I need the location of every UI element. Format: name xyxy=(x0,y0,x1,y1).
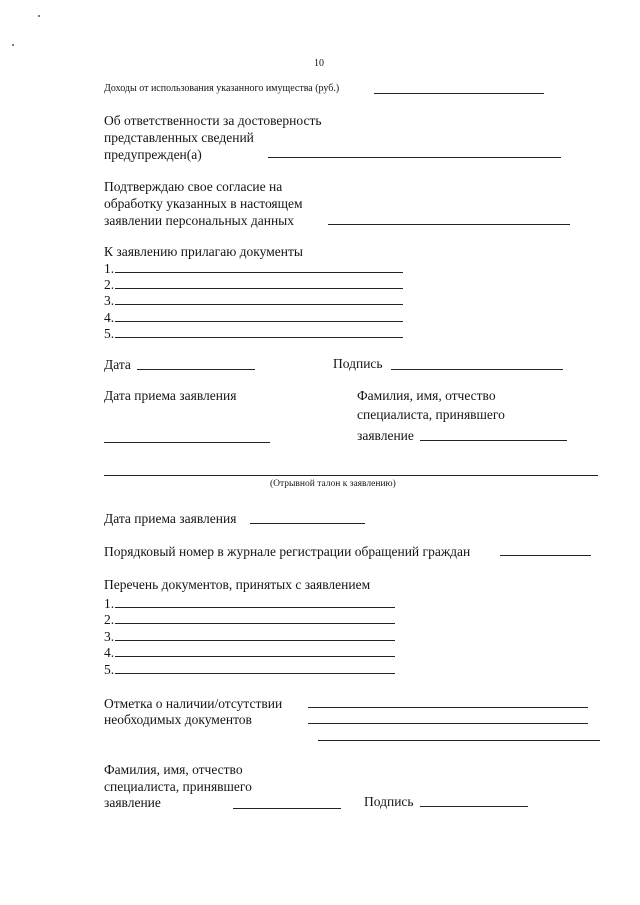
mark-line-2: необходимых документов xyxy=(104,712,252,727)
receipt-date-field-line[interactable] xyxy=(104,442,270,443)
signature-label: Подпись xyxy=(333,356,383,371)
stub-receipt-date-line[interactable] xyxy=(250,523,365,524)
document-item-line[interactable] xyxy=(115,272,403,273)
accepted-item-line[interactable] xyxy=(115,607,395,608)
tear-off-caption: (Отрывной талон к заявлению) xyxy=(270,479,396,489)
consent-signature-line[interactable] xyxy=(328,224,570,225)
journal-number-line[interactable] xyxy=(500,555,591,556)
specialist-line-3: заявление xyxy=(357,428,414,443)
accepted-item-line[interactable] xyxy=(115,640,395,641)
specialist-line-2: специалиста, принявшего xyxy=(357,407,505,422)
document-item-line[interactable] xyxy=(115,304,403,305)
accepted-item-number: 4. xyxy=(104,645,115,660)
scan-speck xyxy=(38,15,40,17)
document-item-line[interactable] xyxy=(115,337,403,338)
stub-specialist-line-3: заявление xyxy=(104,795,161,810)
responsibility-signature-line[interactable] xyxy=(268,157,561,158)
responsibility-line-3: предупрежден(а) xyxy=(104,147,202,162)
document-item-number: 4. xyxy=(104,310,115,325)
accepted-item-line[interactable] xyxy=(115,656,395,657)
document-item-number: 1. xyxy=(104,261,115,276)
signature-field-line[interactable] xyxy=(391,369,563,370)
accepted-item-line[interactable] xyxy=(115,623,395,624)
accepted-docs-heading: Перечень документов, принятых с заявлением xyxy=(104,577,371,592)
accepted-item-number: 5. xyxy=(104,662,115,677)
income-label: Доходы от использования указанного имущества (руб.) xyxy=(104,83,340,94)
responsibility-line-2: представленных сведений xyxy=(104,130,254,145)
income-field-line[interactable] xyxy=(374,93,544,94)
date-label: Дата xyxy=(104,357,131,372)
document-item-line[interactable] xyxy=(115,321,403,322)
scan-speck xyxy=(12,44,14,46)
document-item-number: 3. xyxy=(104,293,115,308)
consent-line-1: Подтверждаю свое согласие на xyxy=(104,179,283,194)
stub-signature-label: Подпись xyxy=(364,794,414,809)
stub-specialist-field-line[interactable] xyxy=(233,808,341,809)
document-item-number: 2. xyxy=(104,277,115,292)
specialist-line-1: Фамилия, имя, отчество xyxy=(357,388,496,403)
responsibility-line-1: Об ответственности за достоверность xyxy=(104,113,322,128)
stub-receipt-date-label: Дата приема заявления xyxy=(104,511,237,526)
accepted-item-number: 2. xyxy=(104,612,115,627)
accepted-item-number: 3. xyxy=(104,629,115,644)
mark-line-1: Отметка о наличии/отсутствии xyxy=(104,696,283,711)
mark-field-line[interactable] xyxy=(308,723,588,724)
tear-off-line xyxy=(104,475,598,476)
document-item-number: 5. xyxy=(104,326,115,341)
documents-heading: К заявлению прилагаю документы xyxy=(104,244,303,259)
date-field-line[interactable] xyxy=(137,369,255,370)
consent-line-3: заявлении персональных данных xyxy=(104,213,294,228)
receipt-date-label: Дата приема заявления xyxy=(104,388,237,403)
stub-specialist-line-2: специалиста, принявшего xyxy=(104,779,252,794)
stub-specialist-line-1: Фамилия, имя, отчество xyxy=(104,762,243,777)
journal-number-label: Порядковый номер в журнале регистрации обращений граждан xyxy=(104,544,471,559)
document-item-line[interactable] xyxy=(115,288,403,289)
mark-field-line[interactable] xyxy=(318,740,600,741)
page-number: 10 xyxy=(314,58,324,69)
accepted-item-line[interactable] xyxy=(115,673,395,674)
specialist-field-line[interactable] xyxy=(420,440,567,441)
stub-signature-field-line[interactable] xyxy=(420,806,528,807)
consent-line-2: обработку указанных в настоящем xyxy=(104,196,303,211)
accepted-item-number: 1. xyxy=(104,596,115,611)
mark-field-line[interactable] xyxy=(308,707,588,708)
